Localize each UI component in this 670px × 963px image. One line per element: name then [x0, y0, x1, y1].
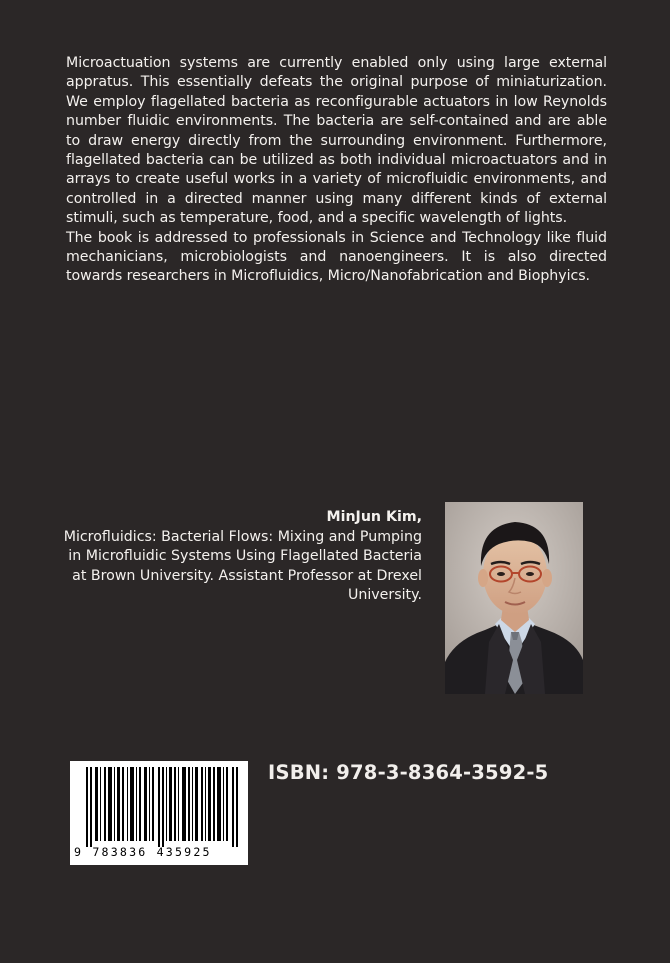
author-description: Microfluidics: Bacterial Flows: Mixing and Pumping in Microfluidic Systems Using Flagellated Bacteria at Brown University. Assistant Professor at Drexel University. [63, 528, 422, 604]
blurb-paragraph-1: Microactuation systems are currently enabled only using large external appratus. This essentially defeats the original purpose of miniaturization. We employ flagellated bacteria as reconfigurable actuators in low Reynolds number fluidic environments. The bacteria are self-contained and are able to draw energy directly from the surrounding environment. Furthermore, flagellated bacteria can be utilized as both individual microactuators and in arrays to create useful works in a variety of microfluidic environments, and controlled in a directed manner using many different kinds of external stimuli, such as temperature, food, and a specific wavelength of lights. [66, 55, 607, 227]
barcode [70, 761, 248, 865]
isbn-number: ISBN: 978-3-8364-3592-5 [268, 761, 549, 784]
author-bio [52, 508, 422, 606]
author-portrait-illustration [445, 502, 583, 694]
author-photo [445, 502, 583, 694]
blurb-paragraph-2: The book is addressed to professionals in Science and Technology like fluid mechanicians, microbiologists and nanoengineers. It is also directed towards researchers in Microfluidics, Micro/Nanofabrication and Biophyics. [66, 229, 607, 285]
author-name: MinJun Kim, [326, 509, 422, 525]
barcode-digits: 9 783836 435925 [74, 845, 212, 859]
barcode-bars [86, 767, 238, 847]
back-cover-blurb [66, 54, 607, 287]
